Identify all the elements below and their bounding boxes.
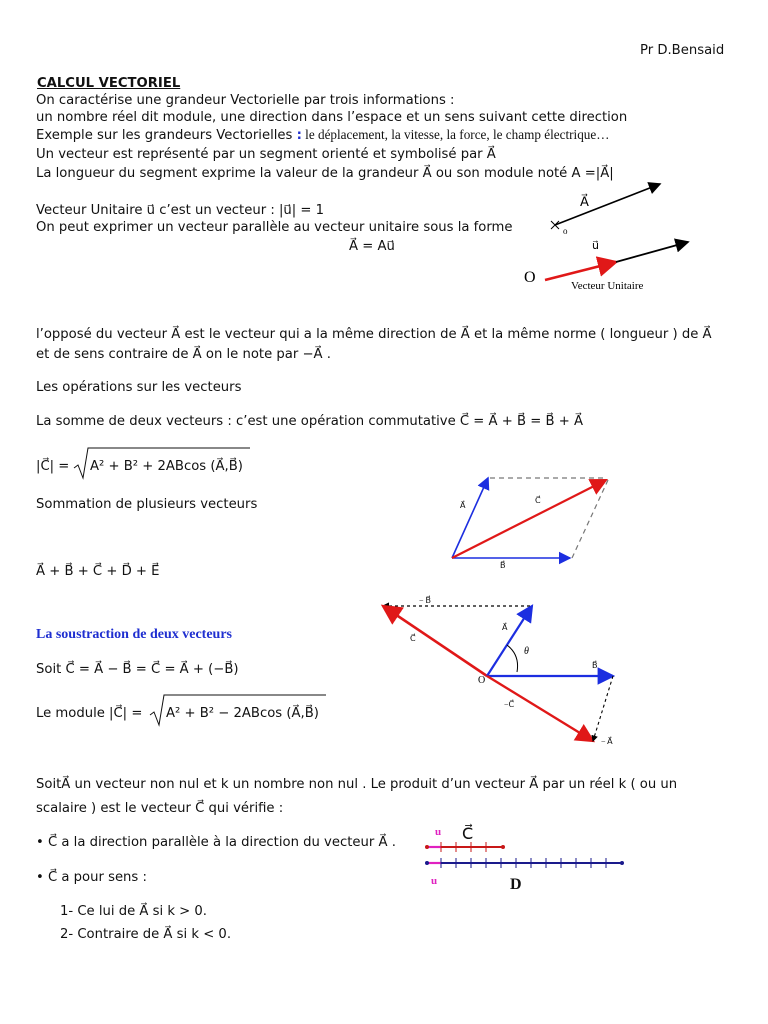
subtraction-module-label: Le module |C⃗| = (36, 706, 143, 721)
vector-diagram-unit (524, 184, 688, 292)
product-item-1: 1- Ce lui de A⃗ si k > 0. (60, 904, 208, 919)
opposite-line-1: l’opposé du vecteur A⃗ est le vecteur qui a la même direction de A⃗ et la même norme ( longueur ) de A⃗ (36, 327, 712, 342)
label-a: A⃗ (460, 501, 466, 510)
unit-line-1: Vecteur Unitaire u⃗ c’est un vecteur : |u⃗| = 1 (36, 203, 325, 218)
unit-formula: A⃗ = Au⃗ (349, 239, 395, 254)
label-minus-b: − B⃗ (419, 596, 431, 605)
label-c: C⃗ (462, 826, 474, 843)
multi-sum-heading: Sommation de plusieurs vecteurs (36, 497, 258, 512)
subtraction-module-rhs: A² + B² − 2ABcos (A⃗,B⃗) (166, 706, 319, 721)
label-d: D⃗ (510, 876, 534, 893)
page-title: CALCUL VECTORIEL (37, 76, 181, 91)
product-line-2: scalaire ) est le vecteur C⃗ qui vérifie : (36, 801, 284, 816)
operations-heading: Les opérations sur les vecteurs (36, 380, 242, 395)
vector-c-arrow (452, 480, 606, 558)
vector-diagram-subtraction (383, 595, 613, 746)
product-line-1: SoitA⃗ un vecteur non nul et k un nombre non nul . Le produit d’un vecteur A⃗ par un réel k ( ou un (36, 777, 678, 792)
vector-a-label: A⃗ (580, 194, 589, 209)
vector-a-arrow (487, 606, 532, 676)
vector-diagram-scalar (425, 823, 624, 893)
label-a: A⃗ (502, 623, 508, 632)
unit-vector-caption: Vecteur Unitaire (571, 280, 644, 292)
unit-line-2: On peut exprimer un vecteur parallèle au vecteur unitaire sous la forme (36, 220, 513, 235)
subtraction-sqrt-sign (150, 695, 326, 725)
opposite-line-2: et de sens contraire de A⃗ on le note par −A⃗ . (36, 347, 331, 362)
sum-module-lhs: |C⃗| = (36, 459, 70, 474)
label-theta: θ (524, 646, 529, 657)
label-origin: O (478, 675, 486, 686)
label-b: B⃗ (500, 561, 506, 570)
parallel-vector-arrow (616, 242, 688, 262)
product-item-2: 2- Contraire de A⃗ si k < 0. (60, 927, 232, 942)
product-bullet-1-text: C⃗ a la direction parallèle à la direction du vecteur A⃗ . (47, 835, 396, 850)
product-bullet-2-text: C⃗ a pour sens : (47, 870, 147, 885)
vector-diagram-sum (452, 478, 608, 570)
vector-a-arrow (452, 478, 488, 558)
multi-sum-formula: A⃗ + B⃗ + C⃗ + D⃗ + E⃗ (36, 564, 160, 579)
author: Pr D.Bensaid (640, 43, 725, 58)
intro-line-4: Un vecteur est représenté par un segment orienté et symbolisé par A⃗ (36, 147, 496, 162)
label-u-bottom: u⃗ (431, 875, 446, 887)
intro-line-1: On caractérise une grandeur Vectorielle par trois informations : (36, 93, 455, 108)
label-minus-c: −C⃗ (504, 700, 515, 709)
origin-cross (551, 221, 559, 229)
sum-sqrt-sign (74, 448, 250, 478)
minus-a-arrow (593, 676, 613, 741)
intro-line-2: un nombre réel dit module, une direction dans l’espace et un sens suivant cette direction (36, 110, 628, 125)
subtraction-heading: La soustraction de deux vecteurs (36, 627, 232, 642)
subtraction-line-1: Soit C⃗ = A⃗ − B⃗ = C⃗ = A⃗ + (−B⃗) (36, 662, 239, 677)
vector-c-arrow (383, 606, 487, 676)
unit-vector-label: u⃗ (592, 240, 599, 252)
bullet-dot: • (36, 870, 48, 885)
intro-line-3-examples: le déplacement, la vitesse, la force, le champ électrique… (301, 127, 610, 142)
label-c: C⃗ (535, 496, 541, 505)
dashed-side-right (572, 480, 608, 558)
label-u-top: u⃗ (435, 826, 450, 838)
label-b: B⃗ (592, 661, 598, 670)
intro-line-3-label: Exemple sur les grandeurs Vectorielles (36, 128, 297, 143)
sum-line-1: La somme de deux vecteurs : c’est une opération commutative C⃗ = A⃗ + B⃗ = B⃗ + A⃗ (36, 414, 583, 429)
sum-module-rhs: A² + B² + 2ABcos (A⃗,B⃗) (90, 459, 243, 474)
vector-minus-c-arrow (487, 676, 593, 741)
vector-a-arrow (555, 184, 660, 225)
origin-o-label: O (524, 269, 536, 286)
bullet-dot: • (36, 835, 48, 850)
unit-vector-arrow (545, 262, 616, 280)
label-c: C⃗ (410, 634, 416, 643)
origin-label: o (563, 226, 568, 236)
intro-line-5: La longueur du segment exprime la valeur de la grandeur A⃗ ou son module noté A =|A⃗| (36, 166, 614, 181)
label-minus-a: − A⃗ (601, 737, 613, 746)
theta-arc (507, 645, 518, 672)
intro-line-3-colon: : (296, 128, 302, 143)
